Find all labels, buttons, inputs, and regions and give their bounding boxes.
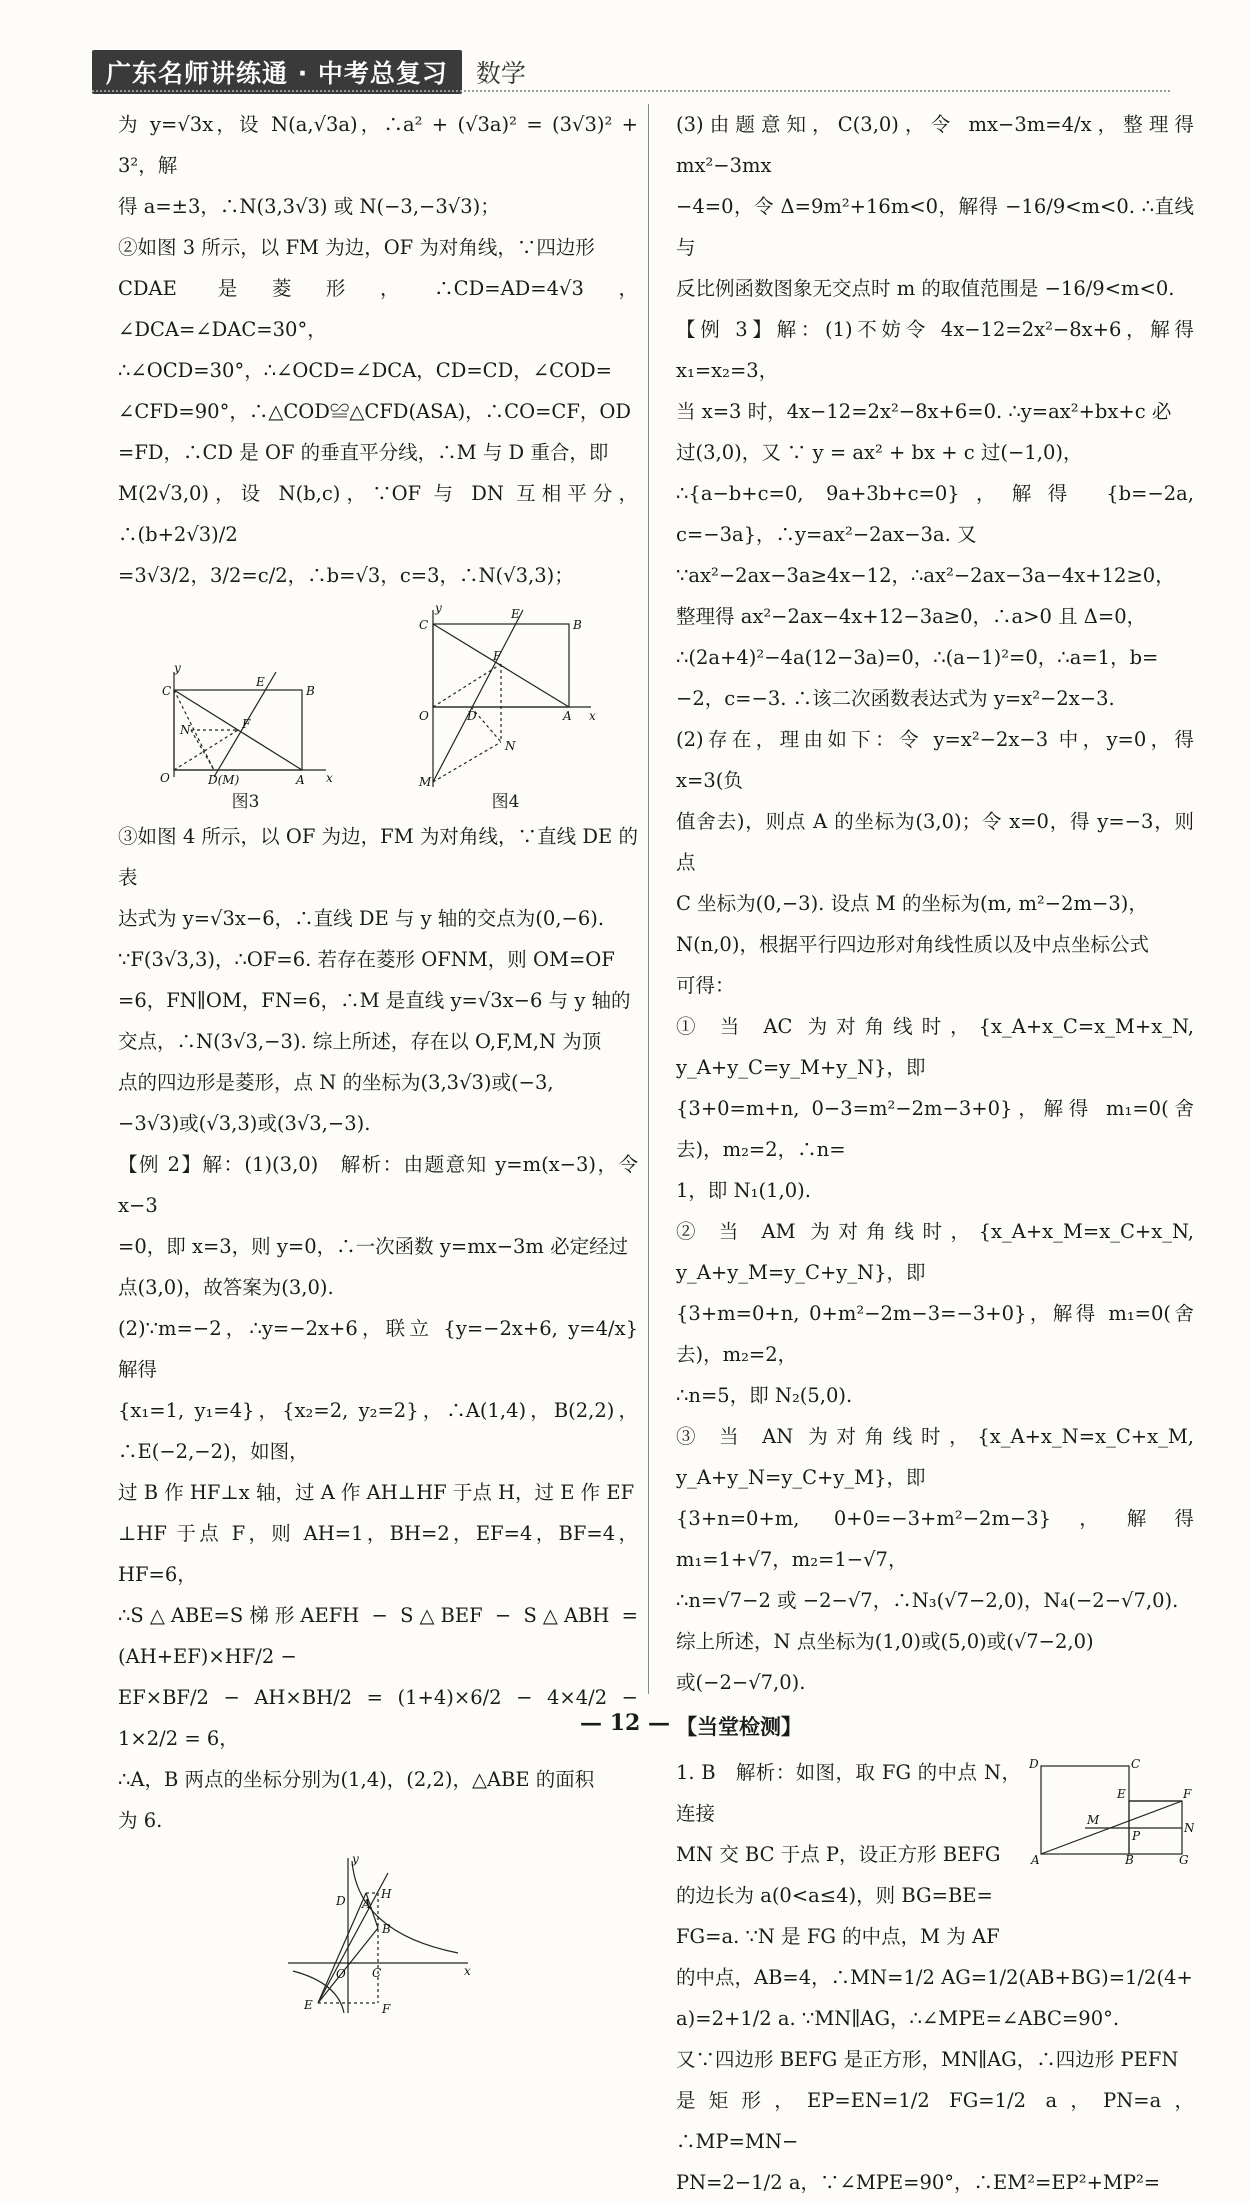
fig6-label-g: G [1179, 1853, 1189, 1866]
figure-3-caption: 图3 [231, 792, 260, 812]
text-line: EF×BF/2 − AH×BH/2 = (1+4)×6/2 − 4×4/2 − 1×2/2 = 6， [118, 1686, 638, 1750]
text-line: (2)存在，理由如下：令 y=x²−2x−3 中，y=0，得 x=3(负 [676, 728, 1194, 792]
column-divider [648, 104, 649, 1694]
text-line: −3√3)或(√3,3)或(3√3,−3). [118, 1112, 371, 1135]
text-line: 点(3,0)，故答案为(3,0). [118, 1276, 334, 1299]
fig5-label-b: B [382, 1922, 391, 1936]
text-line: 1，即 N₁(1,0). [676, 1179, 811, 1202]
text-line: 当 x=3 时，4x−12=2x²−8x+6=0. ∴y=ax²+bx+c 必 [676, 400, 1172, 423]
figure-3-diagram [156, 662, 336, 792]
page-header [92, 52, 526, 92]
figure-5 [118, 1853, 638, 2018]
fig6-label-f: F [1183, 1787, 1192, 1801]
fig5-label-x: x [464, 1964, 471, 1978]
text-line: =6，FN∥OM，FN=6，∴M 是直线 y=√3x−6 与 y 轴的 [118, 989, 631, 1012]
figure-4-diagram [411, 602, 601, 792]
text-line: 得 a=±3，∴N(3,3√3) 或 N(−3,−3√3)； [118, 195, 500, 218]
fig5-label-o: O [336, 1967, 346, 1981]
text-line: 综上所述，N 点坐标为(1,0)或(5,0)或(√7−2,0) [676, 1630, 1094, 1653]
text-line: ∴{a−b+c=0, 9a+3b+c=0}，解得 {b=−2a, c=−3a}，∴y=ax²−2ax−3a. 又 [676, 482, 1194, 546]
fig4-label-b: B [572, 618, 582, 632]
text-line: ③ 当 AN 为对角线时，{x_A+x_N=x_C+x_M, y_A+y_N=y_C+y_M}，即 [676, 1425, 1194, 1489]
text-line: 整理得 ax²−2ax−4x+12−3a≥0，∴a>0 且 Δ=0， [676, 605, 1147, 628]
text-line: N(n,0)，根据平行四边形对角线性质以及中点坐标公式 [676, 933, 1149, 956]
fig6-label-d: D [1029, 1757, 1039, 1771]
fig3-label-a: A [295, 773, 305, 787]
section-title-check: 【当堂检测】 [676, 1715, 802, 1739]
fig3-label-y: y [173, 662, 181, 675]
fig6-label-p: P [1132, 1829, 1141, 1843]
text-line: ∴∠OCD=30°，∴∠OCD=∠DCA，CD=CD，∠COD= [118, 359, 612, 382]
figure-5-diagram [278, 1853, 478, 2018]
fig5-label-y: y [352, 1853, 359, 1866]
fig3-label-n: N [179, 723, 190, 737]
fig4-label-o: O [418, 709, 429, 723]
figures-3-4 [118, 602, 638, 812]
text-line: {3+m=0+n, 0+m²−2m−3=−3+0}，解得 m₁=0(舍去)，m₂=2， [676, 1302, 1194, 1366]
header-rule [92, 90, 1170, 92]
fig4-label-f: F [492, 649, 501, 663]
text-line: 又∵四边形 BEFG 是正方形，MN∥AG，∴四边形 PEFN [676, 2048, 1179, 2071]
text-line: 过(3,0)，又 ∵ y = ax² + bx + c 过(−1,0)， [676, 441, 1083, 464]
text-line: 1. B 解析：如图，取 FG 的中点 N，连接 [676, 1761, 1021, 1825]
text-line: (3)由题意知，C(3,0)，令 mx−3m=4/x，整理得 mx²−3mx [676, 113, 1194, 177]
text-line: 的边长为 a(0<a≤4)，则 BG=BE= [676, 1884, 993, 1907]
text-line: {x₁=1, y₁=4}，{x₂=2, y₂=2}，∴A(1,4)，B(2,2)，∴E(−2,−2)，如图， [118, 1399, 638, 1463]
fig5-label-f: F [382, 2002, 391, 2016]
fig6-label-m: M [1087, 1813, 1100, 1827]
figure-6-diagram [1029, 1756, 1194, 1866]
text-line: 交点，∴N(3√3,−3). 综上所述，存在以 O,F,M,N 为顶 [118, 1030, 602, 1053]
text-line: 是矩形，EP=EN=1/2 FG=1/2 a，PN=a，∴MP=MN− [676, 2089, 1194, 2153]
text-line: 反比例函数图象无交点时 m 的取值范围是 −16/9<m<0. [676, 277, 1175, 300]
text-line: ∵F(3√3,3)，∴OF=6. 若存在菱形 OFNM，则 OM=OF [118, 948, 615, 971]
fig5-label-e: E [304, 1998, 313, 2012]
text-line: FG=a. ∵N 是 FG 的中点，M 为 AF [676, 1925, 1000, 1948]
text-line: −2，c=−3. ∴该二次函数表达式为 y=x²−2x−3. [676, 687, 1115, 710]
fig4-label-c: C [418, 618, 428, 632]
text-line: ∴A，B 两点的坐标分别为(1,4)，(2,2)，△ABE 的面积 [118, 1768, 595, 1791]
text-line: a)=2+1/2 a. ∵MN∥AG，∴∠MPE=∠ABC=90°. [676, 2007, 1120, 2030]
fig5-label-c: C [372, 1966, 382, 1980]
figure-4 [411, 602, 601, 812]
text-line: =3√3/2，3/2=c/2，∴b=√3，c=3，∴N(√3,3)； [118, 564, 574, 587]
fig6-label-c: C [1131, 1757, 1141, 1771]
fig3-label-e: E [255, 675, 265, 689]
text-line: 为 y=√3x，设 N(a,√3a)，∴a² + (√3a)² = (3√3)² + 3²，解 [118, 113, 638, 177]
fig4-label-y: y [434, 602, 442, 615]
text-line: ∴S△ABE=S梯形AEFH − S△BEF − S△ABH = (AH+EF)×HF/2 − [118, 1604, 638, 1668]
fig3-label-f: F [241, 717, 250, 731]
text-line: 为 6. [118, 1809, 163, 1832]
text-line: 【例 2】解：(1)(3,0) 解析：由题意知 y=m(x−3)，令 x−3 [118, 1153, 638, 1217]
text-line: =0，即 x=3，则 y=0，∴一次函数 y=mx−3m 必定经过 [118, 1235, 629, 1258]
text-line: ②如图 3 所示，以 FM 为边，OF 为对角线，∵四边形 [118, 236, 595, 259]
text-line: 【例 3】解：(1)不妨令 4x−12=2x²−8x+6，解得 x₁=x₂=3， [676, 318, 1194, 382]
figure-3 [156, 662, 336, 812]
text-line: ⊥HF 于点 F，则 AH=1，BH=2，EF=4，BF=4，HF=6， [118, 1522, 638, 1586]
fig4-label-a: A [562, 709, 572, 723]
right-column [676, 104, 1194, 2203]
figure-4-caption: 图4 [491, 792, 520, 812]
fig3-label-c: C [161, 684, 171, 698]
fig4-label-x: x [588, 709, 596, 723]
fig3-label-b: B [305, 684, 315, 698]
fig3-label-x: x [325, 771, 333, 785]
text-line: ∴(2a+4)²−4a(12−3a)=0，∴(a−1)²=0，∴a=1，b= [676, 646, 1159, 669]
fig4-label-m: M [418, 775, 431, 789]
page-number: — 12 — [580, 1710, 670, 1736]
figure-6 [1029, 1756, 1194, 1880]
text-line: (2)∵m=−2，∴y=−2x+6，联立 {y=−2x+6, y=4/x} 解得 [118, 1317, 658, 1381]
text-line: CDAE 是菱形，∴CD=AD=4√3，∠DCA=∠DAC=30°， [118, 277, 638, 341]
text-line: ∠CFD=90°，∴△COD≌△CFD(ASA)，∴CO=CF，OD [118, 400, 631, 423]
fig6-label-a: A [1031, 1853, 1040, 1866]
text-line: ∴n=√7−2 或 −2−√7，∴N₃(√7−2,0)，N₄(−2−√7,0). [676, 1589, 1179, 1612]
text-line: 达式为 y=√3x−6，∴直线 DE 与 y 轴的交点为(0,−6). [118, 907, 605, 930]
text-line: 或(−2−√7,0). [676, 1671, 806, 1694]
text-line: 值舍去)，则点 A 的坐标为(3,0)；令 x=0，得 y=−3，则点 [676, 810, 1194, 874]
text-line: ∴n=5，即 N₂(5,0). [676, 1384, 853, 1407]
fig3-label-dm: D(M) [207, 773, 239, 787]
text-line: {3+0=m+n, 0−3=m²−2m−3+0}，解得 m₁=0(舍去)，m₂=2，∴n= [676, 1097, 1194, 1161]
text-line: 可得： [676, 974, 735, 997]
text-line: =FD，∴CD 是 OF 的垂直平分线，∴M 与 D 重合，即 [118, 441, 609, 464]
text-line: PN=2−1/2 a，∵∠MPE=90°，∴EM²=EP²+MP²= [676, 2171, 1161, 2194]
book-brand: 广东名师讲练通 · 中考总复习 [92, 50, 462, 94]
fig4-label-e: E [510, 607, 520, 621]
fig5-label-h: H [381, 1887, 392, 1901]
fig6-label-n: N [1184, 1821, 1194, 1835]
fig5-label-d: D [336, 1894, 346, 1908]
text-line: MN 交 BC 于点 P，设正方形 BEFG [676, 1843, 1001, 1866]
text-line: {3+n=0+m, 0+0=−3+m²−2m−3}，解得 m₁=1+√7，m₂=1−√7， [676, 1507, 1194, 1571]
text-line: ∵ax²−2ax−3a≥4x−12，∴ax²−2ax−3a−4x+12≥0， [676, 564, 1175, 587]
fig4-label-d: D [466, 709, 477, 723]
fig6-label-e: E [1117, 1787, 1126, 1801]
text-line: −4=0，令 Δ=9m²+16m<0，解得 −16/9<m<0. ∴直线与 [676, 195, 1194, 259]
text-line: M(2√3,0)，设 N(b,c)，∵OF 与 DN 互相平分，∴(b+2√3)/2 [118, 482, 638, 546]
text-line: ② 当 AM 为对角线时，{x_A+x_M=x_C+x_N, y_A+y_M=y_C+y_N}，即 [676, 1220, 1194, 1284]
text-line: ③如图 4 所示，以 OF 为边，FM 为对角线，∵直线 DE 的表 [118, 825, 638, 889]
subject-label: 数学 [475, 59, 526, 88]
text-line: 的中点，AB=4，∴MN=1/2 AG=1/2(AB+BG)=1/2(4+ [676, 1966, 1193, 1989]
fig5-label-a: A [362, 1897, 371, 1911]
fig6-label-b: B [1125, 1853, 1134, 1866]
text-line: 过 B 作 HF⊥x 轴，过 A 作 AH⊥HF 于点 H，过 E 作 EF [118, 1481, 635, 1504]
text-line: 点的四边形是菱形，点 N 的坐标为(3,3√3)或(−3, [118, 1071, 554, 1094]
fig4-label-n: N [504, 739, 515, 753]
fig3-label-o: O [159, 771, 170, 785]
text-line: ① 当 AC 为对角线时，{x_A+x_C=x_M+x_N, y_A+y_C=y_M+y_N}，即 [676, 1015, 1194, 1079]
text-line: C 坐标为(0,−3). 设点 M 的坐标为(m, m²−2m−3)， [676, 892, 1148, 915]
